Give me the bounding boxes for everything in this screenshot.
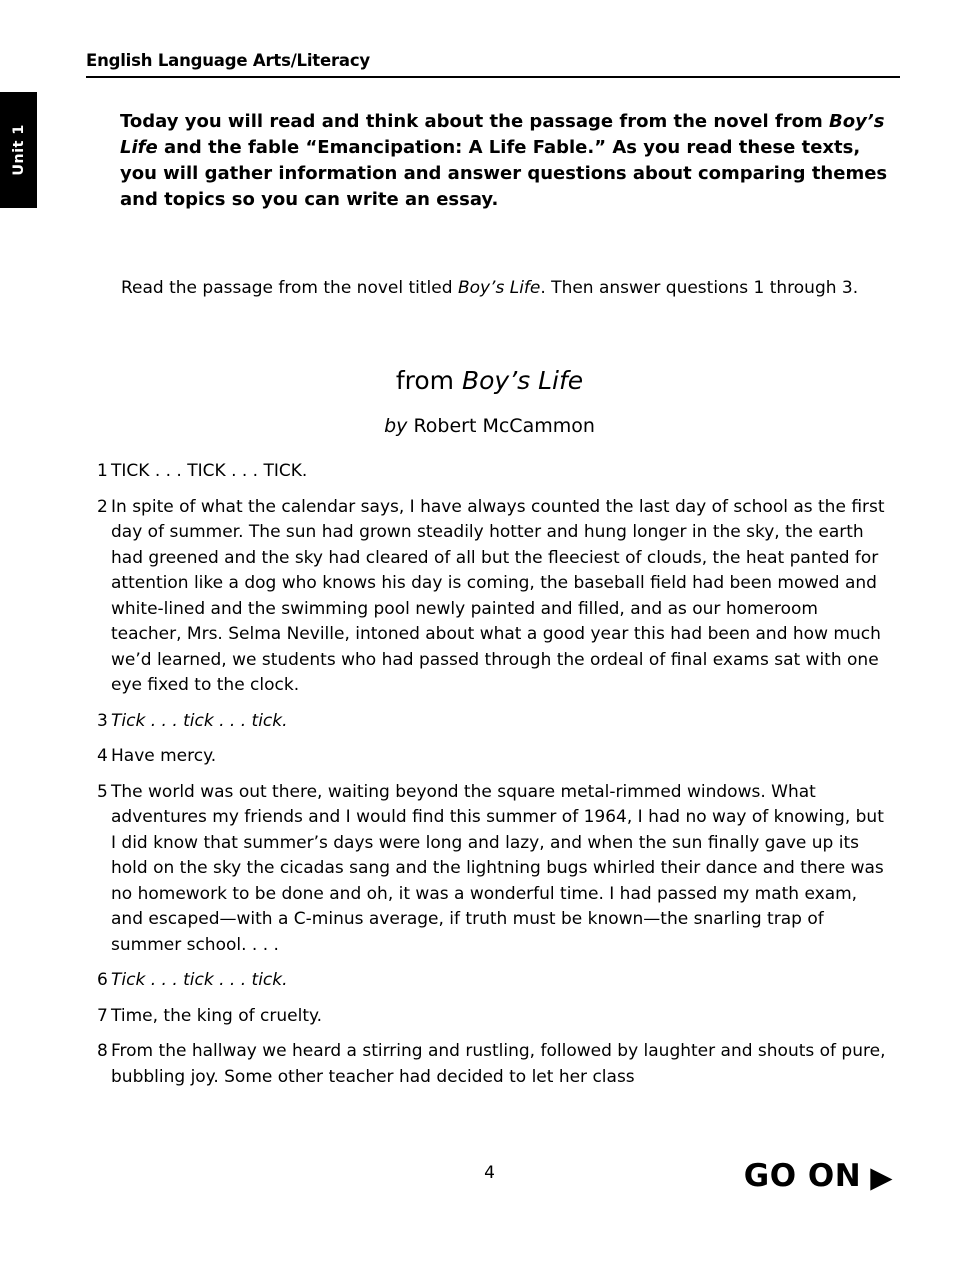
page-number: 4 — [484, 1163, 495, 1183]
passage-title — [0, 366, 979, 395]
paragraph-text: Have mercy. — [111, 746, 217, 766]
text-segment: Boy’s Life — [120, 111, 885, 158]
passage-paragraph — [97, 709, 893, 735]
intro-directions — [120, 109, 892, 213]
text-segment: Robert McCammon — [413, 415, 595, 437]
passage-body — [97, 459, 893, 1100]
paragraph-text: TICK . . . TICK . . . TICK. — [111, 461, 308, 481]
passage-byline — [0, 415, 979, 437]
paragraph-number: 6 — [97, 970, 108, 990]
paragraph-number: 2 — [97, 496, 108, 517]
paragraph-text: Tick . . . tick . . . tick. — [111, 970, 288, 990]
passage-paragraph — [97, 744, 893, 770]
passage-paragraph — [97, 495, 893, 699]
passage-paragraph — [97, 459, 893, 485]
unit-tab-label: Unit 1 — [10, 124, 27, 176]
go-on-indicator — [744, 1158, 893, 1194]
paragraph-text: In spite of what the calendar says, I have always counted the last day of school as the first day of summer. The sun had grown steadily hotter and hung longer in the sky, the earth had greened and the sky had cleared of all but the fleeciest of clouds, the heat panted for attention like a dog who knows his day is coming, the baseball field had been mowed and white-lined and the swimming pool newly painted and filled, and as our homeroom teacher, Mrs. Selma Neville, intoned about what a good year this had been and how much we’d learned, we students who had passed through the ordeal of final exams sat with one eye fixed to the clock. — [111, 496, 885, 695]
reading-instructions — [121, 275, 901, 301]
header-rule — [86, 76, 900, 78]
paragraph-number: 8 — [97, 1041, 108, 1061]
text-segment: Boy’s Life — [457, 278, 541, 298]
passage-paragraph — [97, 968, 893, 994]
paragraph-number: 4 — [97, 746, 108, 766]
go-on-label: GO ON — [743, 1158, 862, 1194]
text-segment: from — [395, 366, 462, 395]
passage-paragraph — [97, 1004, 893, 1030]
paragraph-text: Time, the king of cruelty. — [111, 1005, 323, 1026]
passage-paragraph — [97, 1039, 893, 1090]
text-segment: by — [384, 415, 414, 437]
paragraph-number: 3 — [97, 710, 108, 731]
passage-paragraph — [97, 780, 893, 959]
paragraph-text: From the hallway we heard a stirring and rustling, followed by laughter and shouts of pure, bubbling joy. Some other teacher had decided to let her class — [111, 1041, 886, 1087]
go-on-arrow-icon: ▶ — [870, 1159, 893, 1194]
text-segment: Boy’s Life — [461, 366, 584, 395]
paragraph-text: The world was out there, waiting beyond the square metal-rimmed windows. What adventures my friends and I would find this summer of 1964, I had no way of knowing, but I did know that summer’s days were long and lazy, and when the sun finally gave up its hold on the sky the cicadas sang and the lightning bugs whirled their dance and there was no homework to be done and oh, it was a wonderful time. I had passed my math exam, and escaped—with a C-minus average, if truth must be known—the snarling trap of summer school. . . . — [111, 781, 884, 955]
paragraph-number: 1 — [97, 461, 108, 481]
paragraph-number: 5 — [97, 781, 108, 802]
paragraph-number: 7 — [97, 1005, 108, 1026]
text-segment: Today you will read and think about the passage from the novel from — [120, 111, 830, 132]
text-segment: . Then answer questions 1 through 3. — [540, 278, 859, 298]
text-segment: Read the passage from the novel titled — [121, 278, 458, 298]
text-segment: and the fable “Emancipation: A Life Fable.” As you read these texts, you will gather information and answer questions about comparing themes and topics so you can write an essay. — [120, 137, 888, 210]
paragraph-text: Tick . . . tick . . . tick. — [111, 710, 288, 731]
page-header-title: English Language Arts/Literacy — [86, 51, 370, 70]
unit-tab — [0, 92, 37, 208]
